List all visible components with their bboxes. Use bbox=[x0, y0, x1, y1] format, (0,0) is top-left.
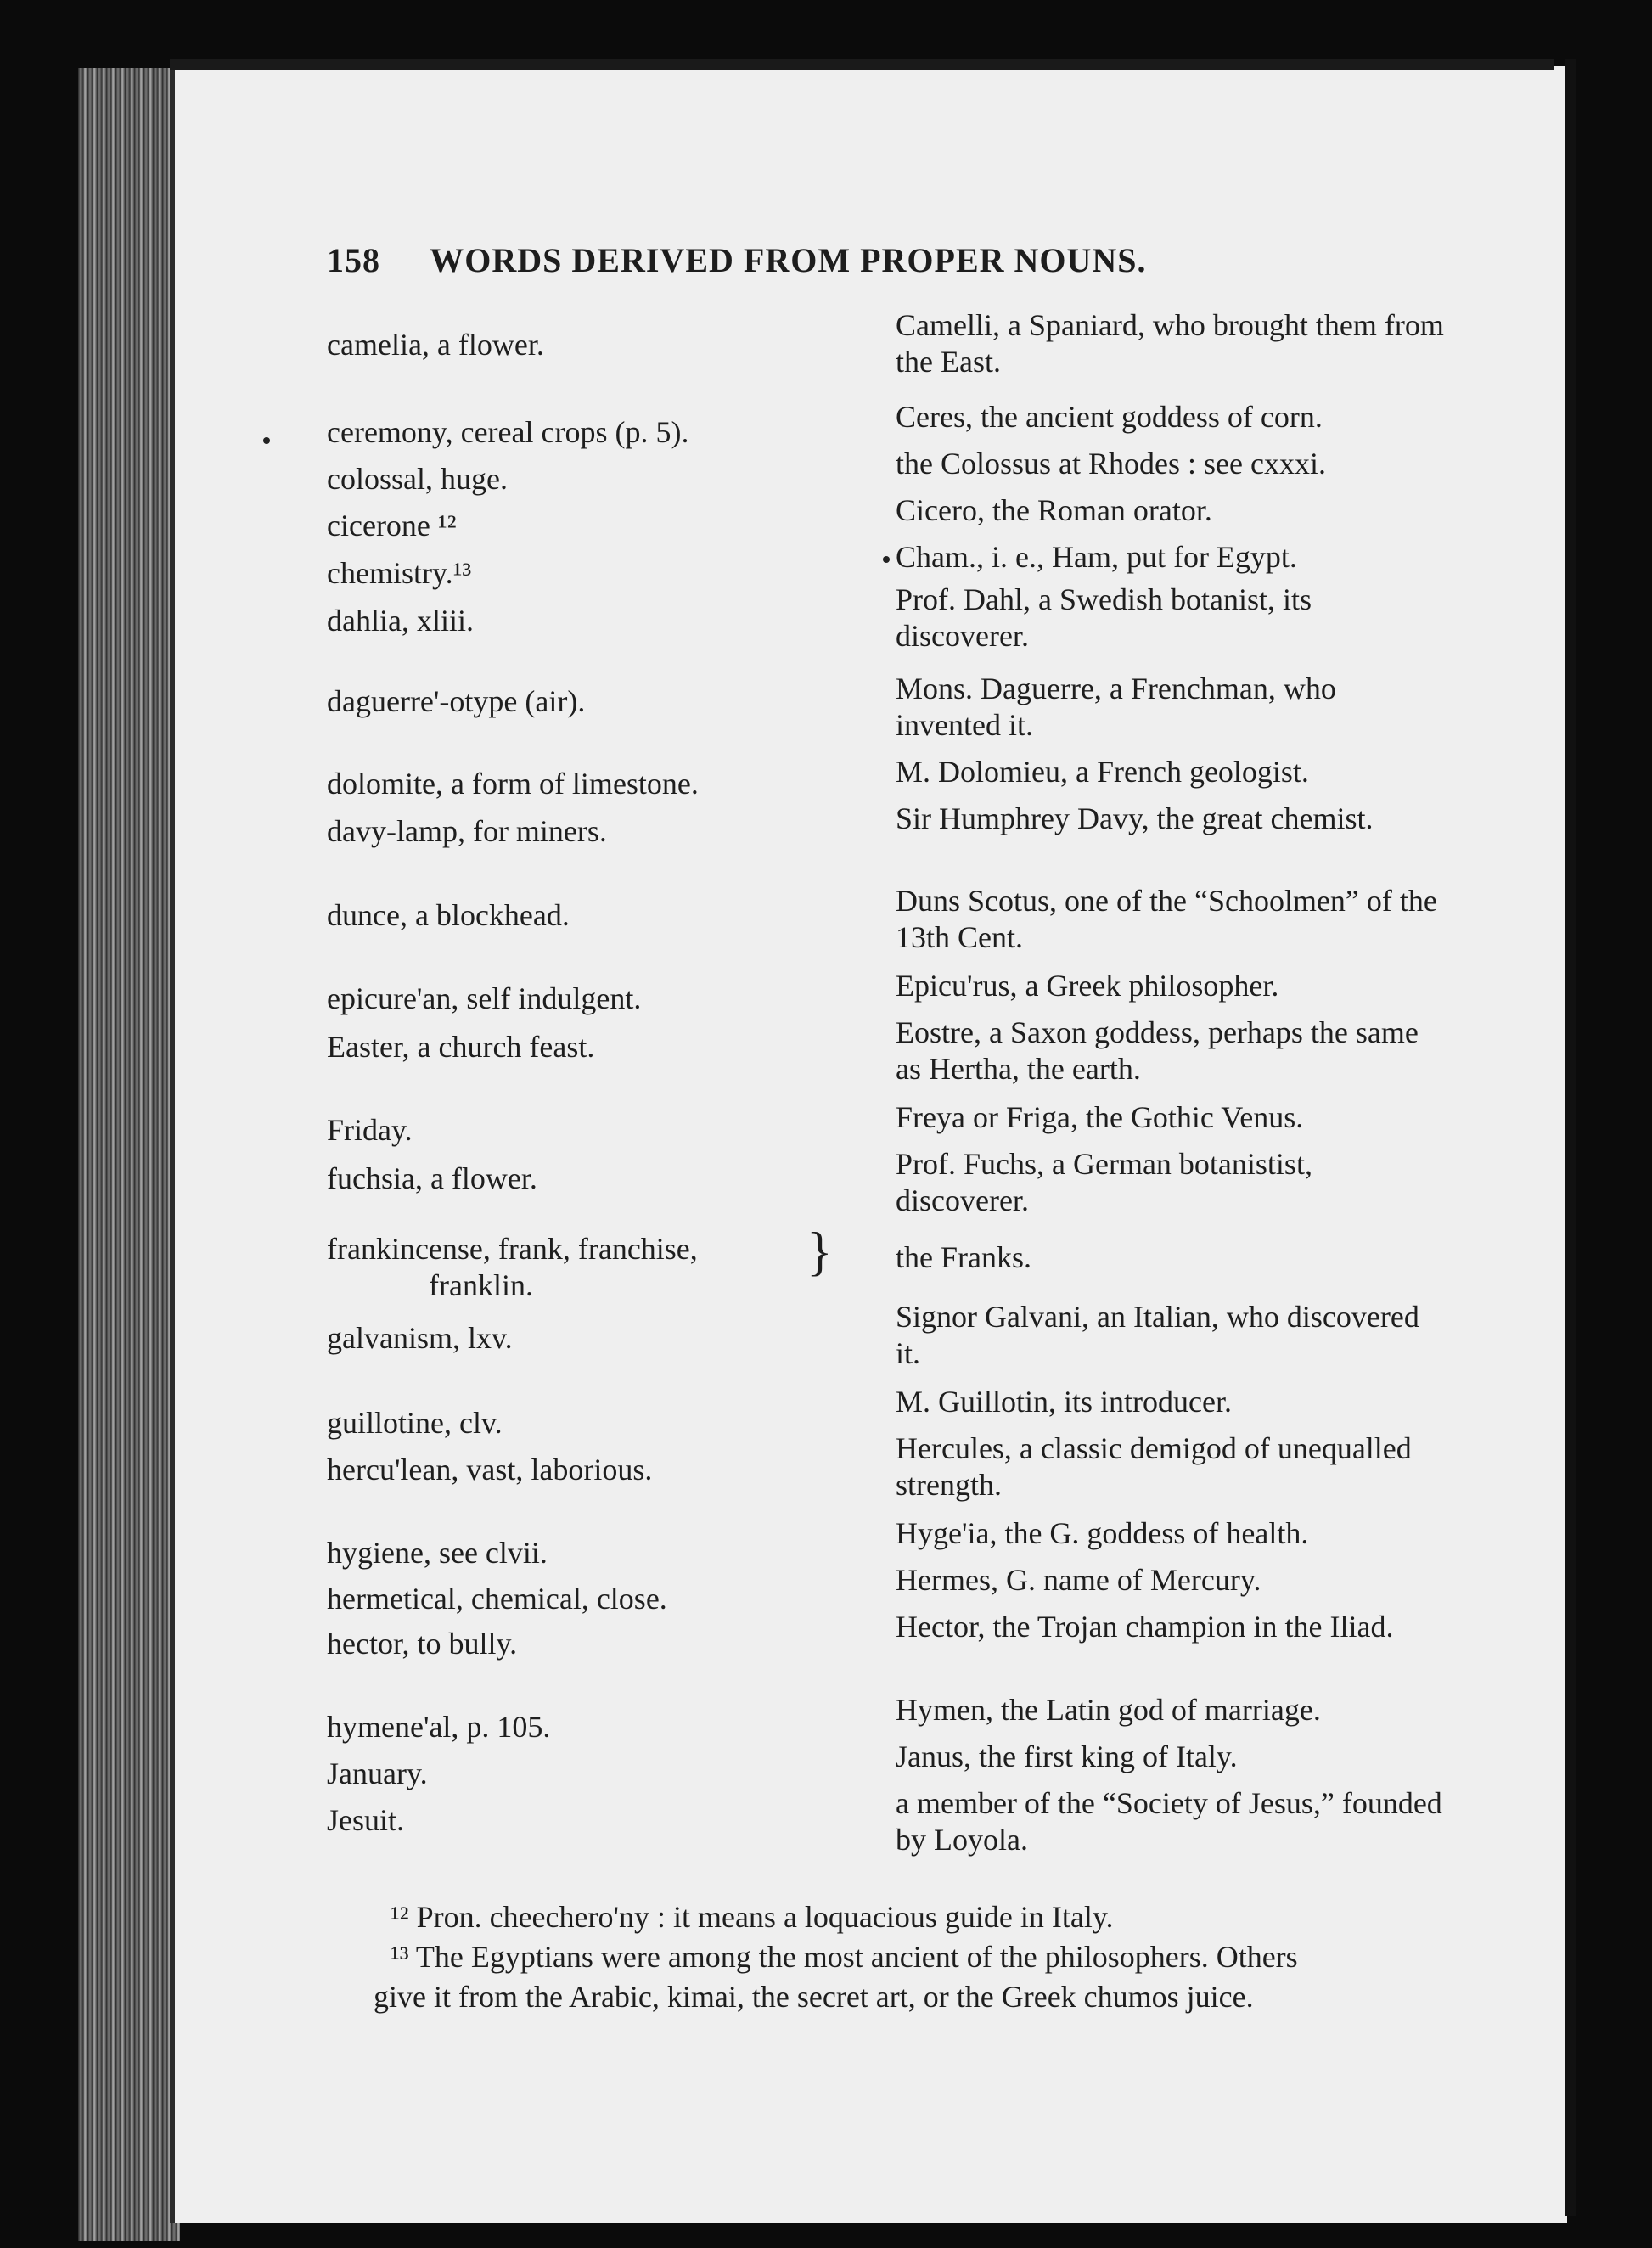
footnotes bbox=[374, 1897, 1494, 2016]
term-hermetical: hermetical, chemical, close. bbox=[327, 1582, 667, 1616]
origin-cicero: Cicero, the Roman orator. bbox=[896, 493, 1212, 527]
margin-mark bbox=[883, 556, 890, 563]
origin-franks: the Franks. bbox=[896, 1240, 1031, 1274]
origin-duns-scotus: Duns Scotus, one of the “Schoolmen” of the 13th Cent. bbox=[896, 884, 1437, 955]
term-friday: Friday. bbox=[327, 1113, 413, 1147]
origin-hermes: Hermes, G. name of Mercury. bbox=[896, 1563, 1261, 1597]
origin-cham: Cham., i. e., Ham, put for Egypt. bbox=[896, 540, 1297, 574]
term-dunce: dunce, a blockhead. bbox=[327, 898, 570, 932]
term-january: January. bbox=[327, 1756, 428, 1790]
term-dahlia: dahlia, xliii. bbox=[327, 604, 474, 638]
origin-hygeia: Hyge'ia, the G. goddess of health. bbox=[896, 1516, 1309, 1550]
term-hygiene: hygiene, see clvii. bbox=[327, 1536, 548, 1570]
term-davy-lamp: davy-lamp, for miners. bbox=[327, 814, 607, 848]
footnote-13: ¹³ The Egyptians were among the most ancient of the philosophers. Others bbox=[391, 1939, 1298, 1974]
term-cicerone: cicerone ¹² bbox=[327, 509, 457, 542]
origin-eostre: Eostre, a Saxon goddess, perhaps the same as Hertha, the earth. bbox=[896, 1015, 1419, 1087]
page-header bbox=[327, 240, 1269, 280]
term-camelia: camelia, a flower. bbox=[327, 328, 544, 362]
footnote-13-continued: give it from the Arabic, kimai, the secret art, or the Greek chumos juice. bbox=[374, 1979, 1254, 2014]
page-top-rule bbox=[170, 59, 1554, 70]
origin-daguerre: Mons. Daguerre, a Frenchman, who invented it. bbox=[896, 672, 1336, 743]
term-daguerreotype: daguerre'-otype (air). bbox=[327, 684, 586, 718]
term-fuchsia: fuchsia, a flower. bbox=[327, 1161, 537, 1195]
page-number: 158 bbox=[327, 241, 380, 279]
origin-hector: Hector, the Trojan champion in the Iliad. bbox=[896, 1610, 1394, 1644]
term-herculean: hercu'lean, vast, laborious. bbox=[327, 1453, 653, 1486]
term-jesuit: Jesuit. bbox=[327, 1803, 405, 1837]
brace-symbol: } bbox=[806, 1221, 833, 1281]
origin-davy: Sir Humphrey Davy, the great chemist. bbox=[896, 801, 1374, 835]
origin-hymen: Hymen, the Latin god of marriage. bbox=[896, 1693, 1321, 1727]
book-page-edges bbox=[78, 68, 180, 2241]
term-easter: Easter, a church feast. bbox=[327, 1030, 595, 1064]
term-hymeneal: hymene'al, p. 105. bbox=[327, 1710, 551, 1744]
origin-ceres: Ceres, the ancient goddess of corn. bbox=[896, 400, 1323, 434]
term-frankincense bbox=[327, 1221, 853, 1304]
origin-fuchs: Prof. Fuchs, a German botanistist, discoverer. bbox=[896, 1147, 1312, 1218]
term-frankincense-line1: frankincense, frank, franchise, bbox=[327, 1232, 698, 1266]
origin-dahl: Prof. Dahl, a Swedish botanist, its discoverer. bbox=[896, 582, 1312, 654]
term-ceremony: ceremony, cereal crops (p. 5). bbox=[327, 415, 689, 449]
term-dolomite: dolomite, a form of limestone. bbox=[327, 767, 699, 801]
term-galvanism: galvanism, lxv. bbox=[327, 1321, 513, 1355]
term-guillotine: guillotine, clv. bbox=[327, 1406, 503, 1440]
term-chemistry: chemistry.¹³ bbox=[327, 556, 472, 590]
origin-dolomieu: M. Dolomieu, a French geologist. bbox=[896, 755, 1309, 789]
term-colossal: colossal, huge. bbox=[327, 462, 508, 496]
footnote-12: ¹² Pron. cheechero'ny : it means a loquacious guide in Italy. bbox=[391, 1900, 1114, 1934]
origin-janus: Janus, the first king of Italy. bbox=[896, 1739, 1238, 1773]
margin-mark bbox=[263, 437, 270, 444]
origin-epicurus: Epicu'rus, a Greek philosopher. bbox=[896, 969, 1279, 1003]
origin-hercules: Hercules, a classic demigod of unequalled strength. bbox=[896, 1431, 1412, 1503]
origin-guillotin: M. Guillotin, its introducer. bbox=[896, 1385, 1232, 1419]
origin-camelli: Camelli, a Spaniard, who brought them from the East. bbox=[896, 308, 1444, 379]
term-frankincense-line2: franklin. bbox=[429, 1268, 533, 1303]
origin-society-of-jesus: a member of the “Society of Jesus,” founded by Loyola. bbox=[896, 1786, 1442, 1857]
page-right-rule bbox=[1565, 59, 1576, 2216]
page-title: WORDS DERIVED FROM PROPER NOUNS. bbox=[430, 241, 1147, 279]
origin-galvani: Signor Galvani, an Italian, who discovered it. bbox=[896, 1300, 1419, 1371]
term-hector: hector, to bully. bbox=[327, 1627, 518, 1661]
term-epicurean: epicure'an, self indulgent. bbox=[327, 981, 642, 1015]
origin-freya: Freya or Friga, the Gothic Venus. bbox=[896, 1100, 1304, 1134]
origin-colossus: the Colossus at Rhodes : see cxxxi. bbox=[896, 447, 1326, 481]
